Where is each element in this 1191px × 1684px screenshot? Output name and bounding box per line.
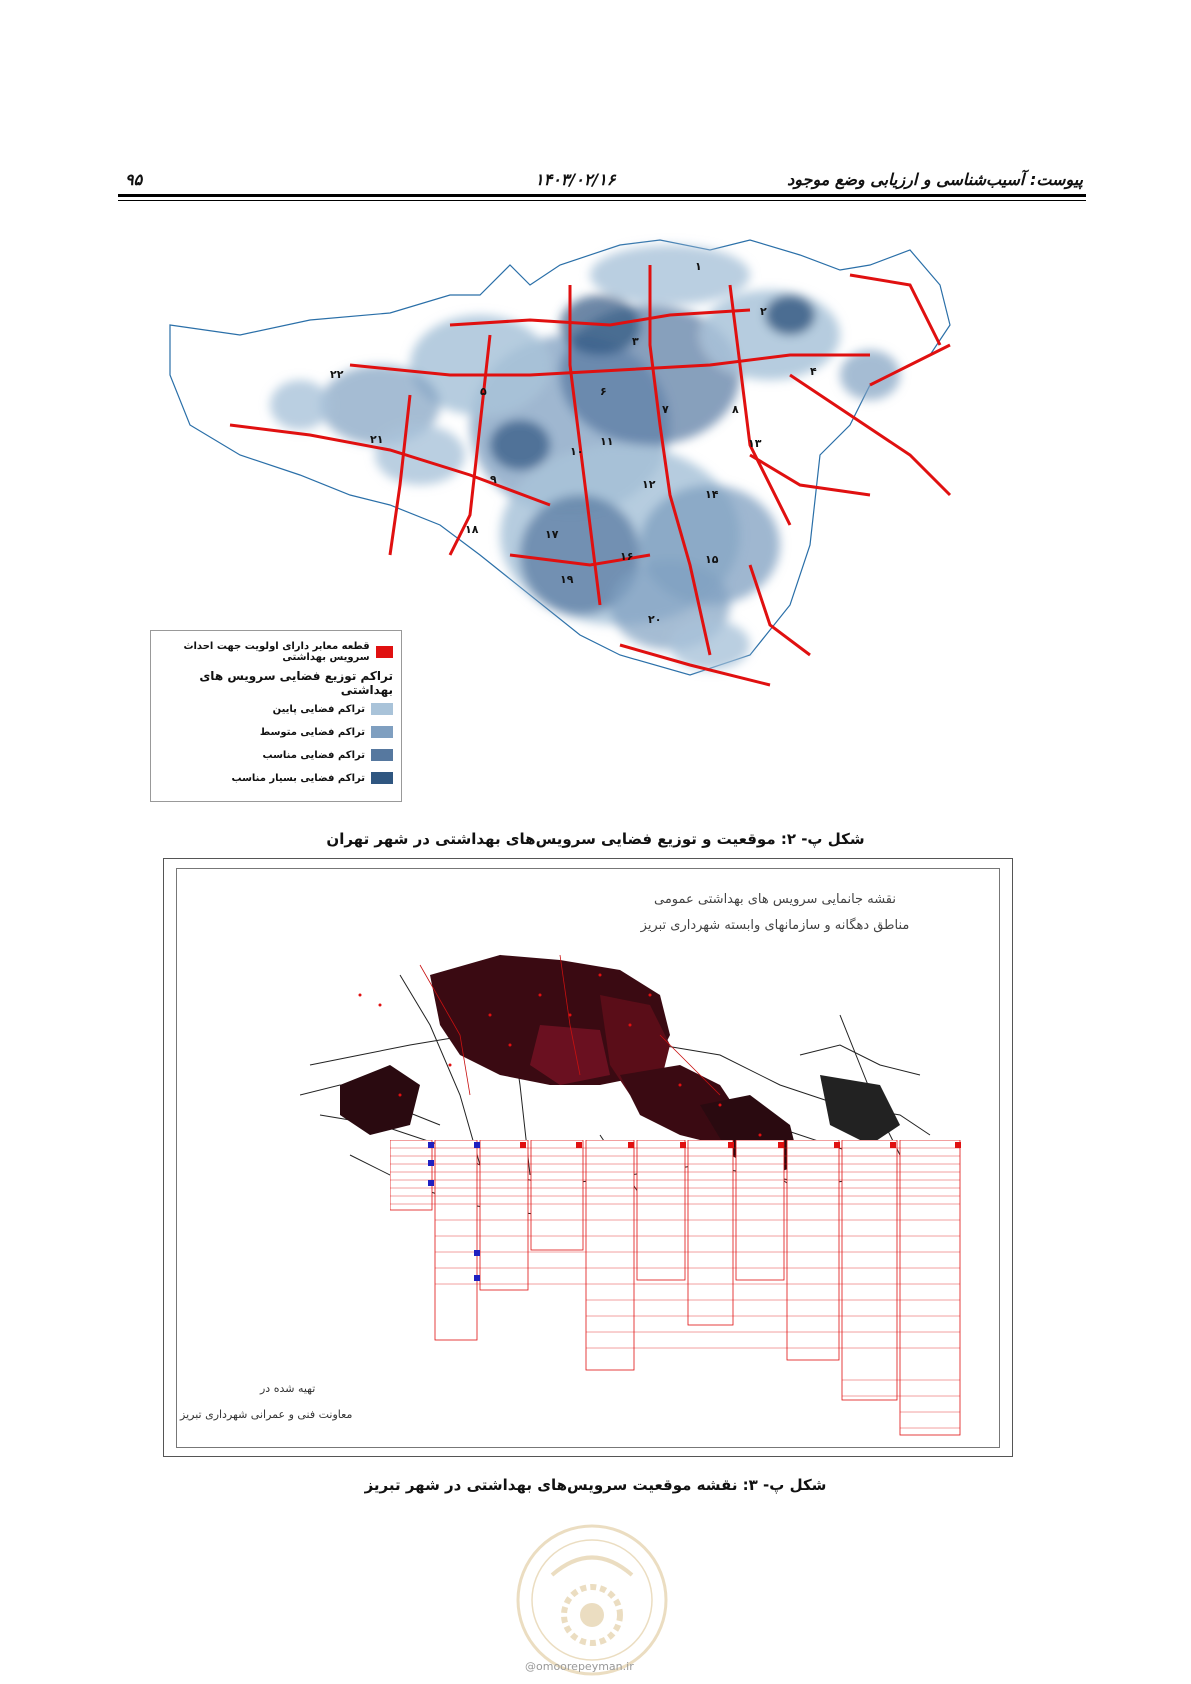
district-label: ۱۱ [600,435,614,448]
document-section-title: پیوست: آسیب‌شناسی و ارزیابی وضع موجود [787,170,1083,189]
district-label: ۹ [490,473,497,486]
legend-label: قطعه معابر دارای اولویت جهت احداث سرویس بهداشتی [183,641,370,663]
red-swatch [376,646,393,658]
district-label: ۲۲ [330,368,344,381]
very-suitable-swatch [371,772,393,784]
page-number: ۹۵ [125,170,143,189]
watermark-seal [512,1520,672,1680]
district-label: ۱۵ [705,553,719,566]
legend-row-medium [260,726,393,738]
credit-line-1: تهیه شده در [260,1382,316,1395]
district-label: ۲۰ [648,613,662,626]
district-label: ۴ [810,365,817,378]
district-label: ۱۳ [748,437,762,450]
tabriz-map-title-line-1: نقشه جانمایی سرویس های بهداشتی عمومی [654,892,896,907]
district-label: ۱۸ [465,523,479,536]
legend-row-priority-roads [151,641,393,663]
legend-row-very-suitable [231,772,393,784]
legend-row-suitable [263,749,394,761]
document-date: ۱۴۰۳/۰۲/۱۶ [535,170,616,189]
district-label: ۳ [632,335,639,348]
district-label: ۱۰ [570,445,584,458]
tabriz-map-title-line-2: مناطق دهگانه و سازمانهای وابسته شهرداری تبریز [640,918,910,933]
map-legend [150,630,402,802]
header-rule-thick [118,194,1086,197]
district-label: ۱۲ [642,478,656,491]
figure-1-caption: شکل پ- ۲: موقعیت و توزیع فضایی سرویس‌های بهداشتی در شهر تهران [326,830,865,848]
district-label: ۶ [600,385,607,398]
watermark-url: @omoorepeyman.ir [525,1660,634,1673]
seal-graphic [512,1520,672,1680]
legend-row-low [273,703,393,715]
district-label: ۱۹ [560,573,574,586]
legend-label: تراکم فضایی پایین [272,703,365,715]
header-rule-thin [118,200,1086,201]
district-label: ۵ [480,385,487,398]
district-label: ۱۴ [705,488,719,501]
district-label: ۲۱ [370,433,384,446]
district-label: ۱ [695,260,702,273]
district-label: ۱۶ [620,550,634,563]
legend-label: تراکم فضایی متوسط [259,726,365,738]
credit-line-2: معاونت فنی و عمرانی شهرداری تبریز [180,1408,353,1421]
legend-title: تراکم توزیع فضایی سرویس های بهداشتی [199,669,393,697]
service-location-tables [390,1140,970,1445]
tables-graphic [390,1140,970,1445]
district-label: ۲ [760,305,767,318]
legend-label: تراکم فضایی مناسب [262,749,365,761]
legend-label: تراکم فضایی بسیار مناسب [231,772,365,784]
low-swatch [371,703,393,715]
density-blobs [270,245,900,670]
figure-2-caption: شکل پ- ۳: نقشه موقعیت سرویس‌های بهداشتی در شهر تبریز [364,1476,827,1494]
suitable-swatch [371,749,393,761]
district-label: ۷ [662,403,669,416]
district-label: ۸ [732,403,739,416]
medium-swatch [371,726,393,738]
district-label: ۱۷ [545,528,559,541]
